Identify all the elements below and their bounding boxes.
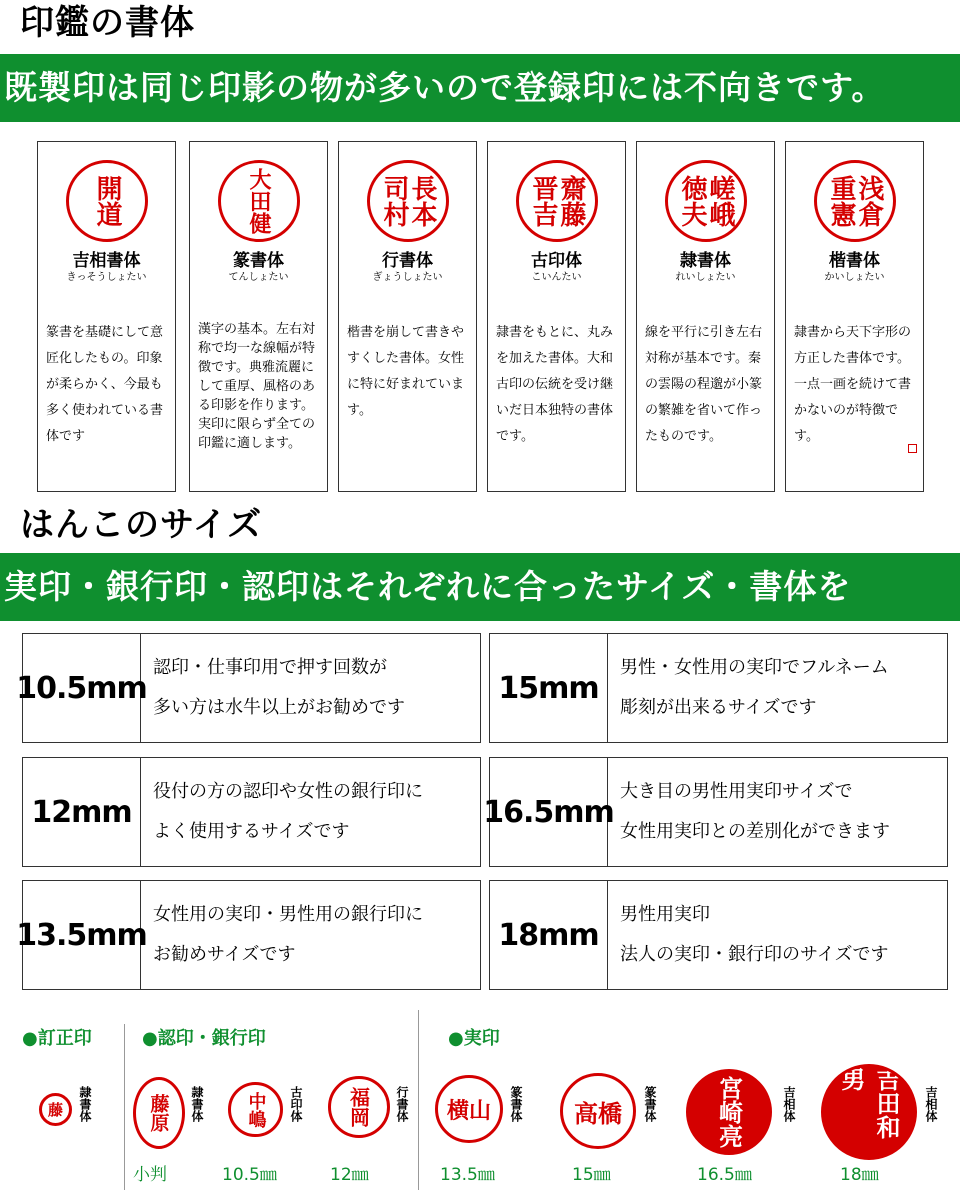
font-name: 古印体 [531, 251, 582, 271]
example-font-label: 篆書体 [643, 1086, 657, 1122]
example-seal: 藤原 [133, 1077, 185, 1149]
font-description: 篆書を基礎にして意匠化したもの。印象が柔らかく、今最も多く使われている書体です [46, 325, 164, 444]
banner-sizes: 実印・銀行印・認印はそれぞれに合ったサイズ・書体を [0, 553, 960, 621]
seal-image: 大田健 [218, 160, 300, 242]
font-card-kaisho [785, 141, 924, 492]
example-seal: 中嶋 [228, 1082, 283, 1137]
example-font-label: 古印体 [289, 1086, 303, 1122]
font-kana: きっそうしょたい [66, 272, 147, 283]
example-seal: 高橋 [560, 1073, 636, 1149]
example-size: 小判 [133, 1165, 167, 1185]
size-description: 認印・仕事印用で押す回数が 多い方は水牛以上がお勧めです [153, 657, 405, 718]
font-description: 楷書を崩して書きやすくした書体。女性に特に好まれています。 [347, 325, 465, 418]
font-description: 隷書をもとに、丸みを加えた書体。大和古印の伝統を受け継いだ日本独特の書体です。 [496, 325, 614, 444]
font-kana: てんしょたい [228, 272, 289, 283]
size-label: 12mm [23, 758, 141, 866]
divider [124, 1024, 125, 1190]
size-box-13-5 [16, 880, 481, 990]
font-name: 隷書体 [680, 251, 731, 271]
section-title-fonts: 印鑑の書体 [20, 3, 195, 43]
font-card-tensho [189, 141, 328, 492]
divider [418, 1010, 419, 1190]
example-size: 12㎜ [330, 1165, 369, 1185]
example-seal: 吉田和男 [821, 1064, 917, 1160]
category-personal-bank-seal: ●認印・銀行印 [142, 1028, 266, 1049]
size-description: 大き目の男性用実印サイズで 女性用実印との差別化ができます [620, 781, 890, 842]
seal-image: 齋藤晋吉 [516, 160, 598, 242]
banner-fonts: 既製印は同じ印影の物が多いので登録印には不向きです。 [0, 54, 960, 122]
font-name: 行書体 [382, 251, 433, 271]
size-label: 15mm [490, 634, 608, 742]
example-size: 10.5㎜ [222, 1165, 277, 1185]
example-font-label: 吉相体 [782, 1086, 796, 1122]
font-name: 吉相書体 [72, 251, 141, 271]
font-kana: ぎょうしょたい [372, 272, 443, 283]
seal-image: 嵯峨徳夫 [665, 160, 747, 242]
seal-image: 浅倉重憲 [814, 160, 896, 242]
font-description: 線を平行に引き左右対称が基本です。秦の雲陽の程邈が小篆の繁雑を省いて作ったものです。 [645, 325, 763, 444]
example-font-label: 行書体 [395, 1086, 409, 1122]
example-seal: 宮崎亮 [686, 1069, 772, 1155]
seal-image: 長本司村 [367, 160, 449, 242]
example-seal: 藤 [39, 1093, 72, 1126]
stamp-mark-icon [908, 444, 917, 453]
example-size: 18㎜ [840, 1165, 879, 1185]
size-box-12 [22, 757, 481, 867]
size-label: 16.5mm [490, 758, 608, 866]
size-label: 18mm [490, 881, 608, 989]
seal-image: 開道 [66, 160, 148, 242]
example-font-label: 吉相体 [924, 1086, 938, 1122]
example-size: 16.5㎜ [697, 1165, 752, 1185]
font-card-reisho [636, 141, 775, 492]
font-kana: こいんたい [531, 272, 582, 283]
font-name: 楷書体 [829, 251, 880, 271]
example-font-label: 隷書体 [78, 1086, 92, 1122]
size-description: 男性・女性用の実印でフルネーム 彫刻が出来るサイズです [620, 657, 889, 718]
font-description: 隷書から天下字形の方正した書体です。一点一画を続けて書かないのが特徴です。 [794, 325, 912, 444]
example-size: 15㎜ [572, 1165, 611, 1185]
size-label: 13.5mm [23, 881, 141, 989]
size-description: 男性用実印 法人の実印・銀行印のサイズです [620, 904, 889, 965]
size-description: 女性用の実印・男性用の銀行印に お勧めサイズです [153, 904, 423, 965]
example-size: 13.5㎜ [440, 1165, 495, 1185]
size-label: 10.5mm [23, 634, 141, 742]
size-box-16-5 [483, 757, 948, 867]
example-font-label: 篆書体 [509, 1086, 523, 1122]
font-name: 篆書体 [233, 251, 284, 271]
section-title-sizes: はんこのサイズ [20, 505, 263, 545]
size-description: 役付の方の認印や女性の銀行印に よく使用するサイズです [153, 781, 423, 842]
category-correction-seal: ●訂正印 [22, 1028, 92, 1049]
font-kana: れいしょたい [675, 272, 736, 283]
example-seal: 横山 [435, 1075, 503, 1143]
example-seal: 福岡 [328, 1076, 390, 1138]
font-card-gyosho [338, 141, 477, 492]
size-box-10-5 [16, 633, 481, 743]
example-font-label: 隷書体 [190, 1086, 204, 1122]
font-description: 漢字の基本。左右対称で均一な線幅が特徴です。典雅流麗にして重厚、風格のある印影を作ります。実印に限らず全ての印鑑に適します。 [198, 322, 316, 451]
font-card-koin [487, 141, 626, 492]
font-card-kisso [37, 141, 176, 492]
category-registered-seal: ●実印 [448, 1028, 500, 1049]
size-box-15 [489, 633, 948, 743]
size-box-18 [489, 880, 948, 990]
font-kana: かいしょたい [824, 272, 885, 283]
